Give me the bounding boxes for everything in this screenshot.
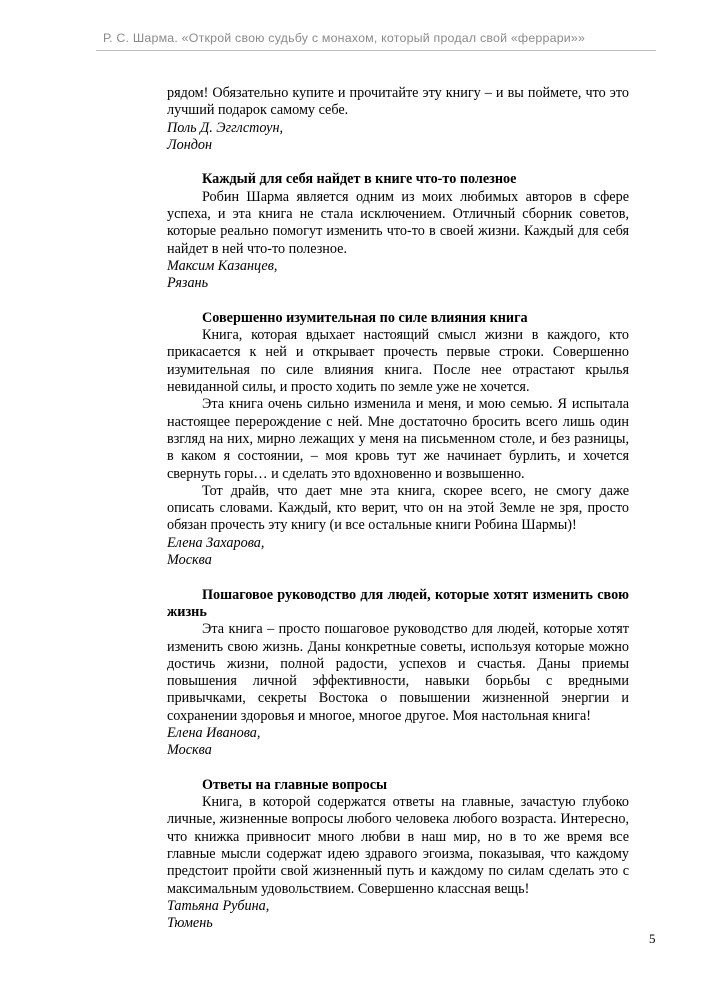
- review-author: Елена Захарова,: [167, 534, 265, 551]
- review-block: [167, 171, 629, 292]
- review-author: Максим Казанцев,: [167, 257, 278, 274]
- review-paragraph: Книга, которая вдыхает настоящий смысл жизни в каждого, кто прикасается к ней и открывает прочесть первые строки. Совершенно изумительная по силе влияния книга. После нее отрастают крылья невиданной силы, и просто ходить по земле уже не хочется.: [167, 327, 629, 396]
- review-block: [167, 587, 629, 760]
- page-body: [167, 85, 629, 933]
- continuation-text: рядом! Обязательно купите и прочитайте эту книгу – и вы поймете, что это лучший подарок самому себе.: [167, 85, 629, 119]
- review-paragraph: Эта книга очень сильно изменила и меня, и мою семью. Я испытала настоящее перерождение с ней. Мне достаточно бросить всего лишь один взгляд на них, мирно лежащих у меня на письменном столе, и без разницы, в каком я состоянии, – моя кровь тут же начинает бурлить, и хочется свернуть горы… и сделать это вдохновенно и возвышенно.: [167, 396, 629, 482]
- review-paragraph: Тот драйв, что дает мне эта книга, скорее всего, не смогу даже описать словами. Каждый, кто верит, что он на этой Земле не зря, просто обязан прочесть эту книгу (и все остальные книги Робина Шармы)!: [167, 482, 629, 534]
- review-heading: Совершенно изумительная по силе влияния книга: [202, 309, 528, 326]
- review-author: Поль Д. Эгглстоун,: [167, 119, 284, 136]
- review-city: Тюмень: [167, 915, 213, 932]
- review-city: Лондон: [167, 136, 213, 153]
- review-heading: Каждый для себя найдет в книге что-то полезное: [202, 171, 517, 188]
- review-heading: Пошаговое руководство для людей, которые хотят изменить свою жизнь: [167, 586, 629, 620]
- review-heading: Ответы на главные вопросы: [202, 776, 388, 793]
- review-city: Москва: [167, 742, 212, 759]
- review-paragraph: Робин Шарма является одним из моих любимых авторов в сфере успеха, и эта книга не стала исключением. Отличный сборник советов, которые реально помогут изменить что-то в своей жизни. Каждый для себя найдет в ней что-то полезное.: [167, 188, 629, 257]
- review-author: Татьяна Рубина,: [167, 897, 270, 914]
- review-paragraph: Эта книга – просто пошаговое руководство для людей, которые хотят изменить свою жизнь. Даны конкретные советы, используя которые можно достичь жизни, полной радости, успехов и счастья. Даны приемы повышения личной эффективности, навыки борьбы с вредными привычками, секреты Востока о повышении жизненной энергии и сохранении здоровья и многое, многое другое. Моя настольная книга!: [167, 621, 629, 724]
- review-block: [167, 777, 629, 933]
- header-divider: [96, 50, 656, 51]
- review-city: Рязань: [167, 275, 209, 292]
- review-city: Москва: [167, 552, 212, 569]
- continuation-block: [167, 85, 629, 154]
- running-header: Р. С. Шарма. «Открой свою судьбу с монахом, который продал свой «феррари»»: [103, 31, 586, 45]
- review-paragraph: Книга, в которой содержатся ответы на главные, зачастую глубоко личные, жизненные вопросы любого человека любого возраста. Интересно, что книжка привносит много любви в наш мир, но в то же время все главные мысли содержат идею здравого эгоизма, показывая, что каждому предстоит пройти свой жизненный путь и каждому по силам сделать это с максимальным удовольствием. Совершенно классная вещь!: [167, 794, 629, 897]
- review-block: [167, 310, 629, 569]
- page-number: 5: [649, 931, 656, 946]
- review-author: Елена Иванова,: [167, 724, 261, 741]
